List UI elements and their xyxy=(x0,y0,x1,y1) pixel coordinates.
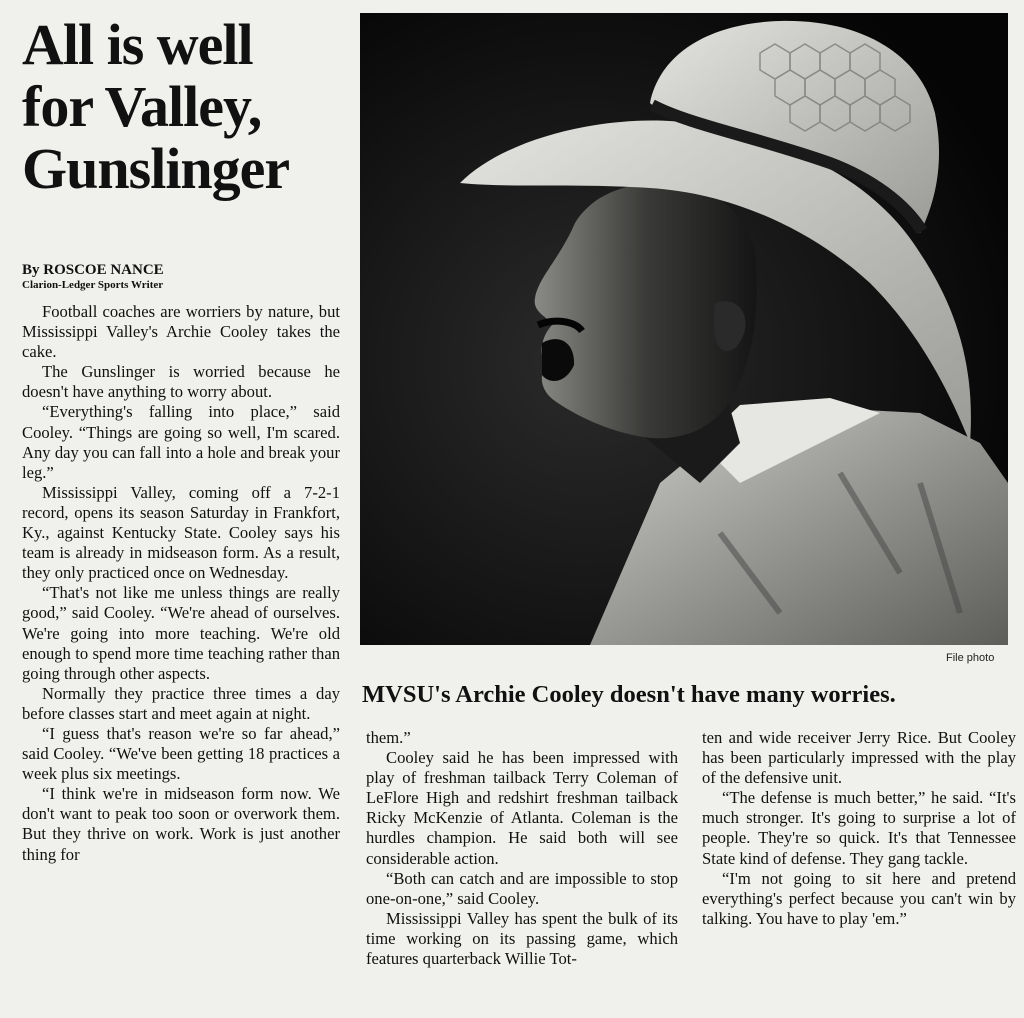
headline-line-2: for Valley, xyxy=(22,74,262,139)
photo-credit: File photo xyxy=(946,652,995,664)
article-paragraph: The Gunslinger is worried because he doesn't have anything to worry about. xyxy=(22,362,340,402)
byline-author: By ROSCOE NANCE xyxy=(22,262,164,278)
article-paragraph: “I'm not going to sit here and pretend everything's perfect because you can't win by talking. You have to play 'em.” xyxy=(702,868,1016,928)
article-paragraph: Football coaches are worriers by nature, but Mississippi Valley's Archie Cooley takes the cake. xyxy=(22,302,340,362)
byline xyxy=(22,262,164,292)
article-paragraph: ten and wide receiver Jerry Rice. But Cooley has been particularly impressed with the play of the defensive unit. xyxy=(702,728,1016,788)
photo-caption: MVSU's Archie Cooley doesn't have many worries. xyxy=(362,681,896,708)
article-paragraph: “I guess that's reason we're so far ahead,” said Cooley. “We've been getting 18 practices a week plus six meetings. xyxy=(22,723,340,784)
article-paragraph: Cooley said he has been impressed with play of freshman tailback Terry Coleman of LeFlore High and redshirt freshman tailback Ricky McKenzie of Atlanta. Coleman is the hurdles champion. He said both will see considerable action. xyxy=(366,748,678,868)
article-paragraph: “Both can catch and are impossible to stop one-on-one,” said Cooley. xyxy=(366,868,678,908)
article-paragraph: “That's not like me unless things are really good,” said Cooley. “We're ahead of ourselves. We're going into more teaching. We're old enough to spend more time teaching rather than going through other aspects. xyxy=(22,583,340,683)
photo-archie-cooley xyxy=(360,13,1008,645)
headline-line-3: Gunslinger xyxy=(22,136,290,201)
article-paragraph: “I think we're in midseason form now. We don't want to peak too soon or overwork them. But they thrive on work. Work is just another thing for xyxy=(22,784,340,864)
article-paragraph: Mississippi Valley, coming off a 7-2-1 record, opens its season Saturday in Frankfort, Ky., against Kentucky State. Cooley says his team is already in midseason form. As a result, they only practiced once on Wednesday. xyxy=(22,482,340,583)
article-column-3 xyxy=(702,728,1016,929)
article-paragraph: “The defense is much better,” he said. “It's much stronger. It's going to surprise a lot of people. They're so quick. It's that Tennessee State kind of defense. They gang tackle. xyxy=(702,788,1016,868)
byline-role: Clarion-Ledger Sports Writer xyxy=(22,279,164,291)
article-column-2 xyxy=(366,728,678,969)
headline-line-1: All is well xyxy=(22,12,253,77)
article-paragraph: Normally they practice three times a day before classes start and meet again at night. xyxy=(22,683,340,723)
article-paragraph: them.” xyxy=(366,728,411,747)
article-paragraph: “Everything's falling into place,” said Cooley. “Things are going so well, I'm scared. Any day you can fall into a hole and break your leg.” xyxy=(22,402,340,482)
article-paragraph: Mississippi Valley has spent the bulk of its time working on its passing game, which features quarterback Willie Tot- xyxy=(366,908,678,969)
headline xyxy=(22,14,342,200)
photo-illustration xyxy=(360,13,1008,645)
article-column-1 xyxy=(22,302,340,865)
